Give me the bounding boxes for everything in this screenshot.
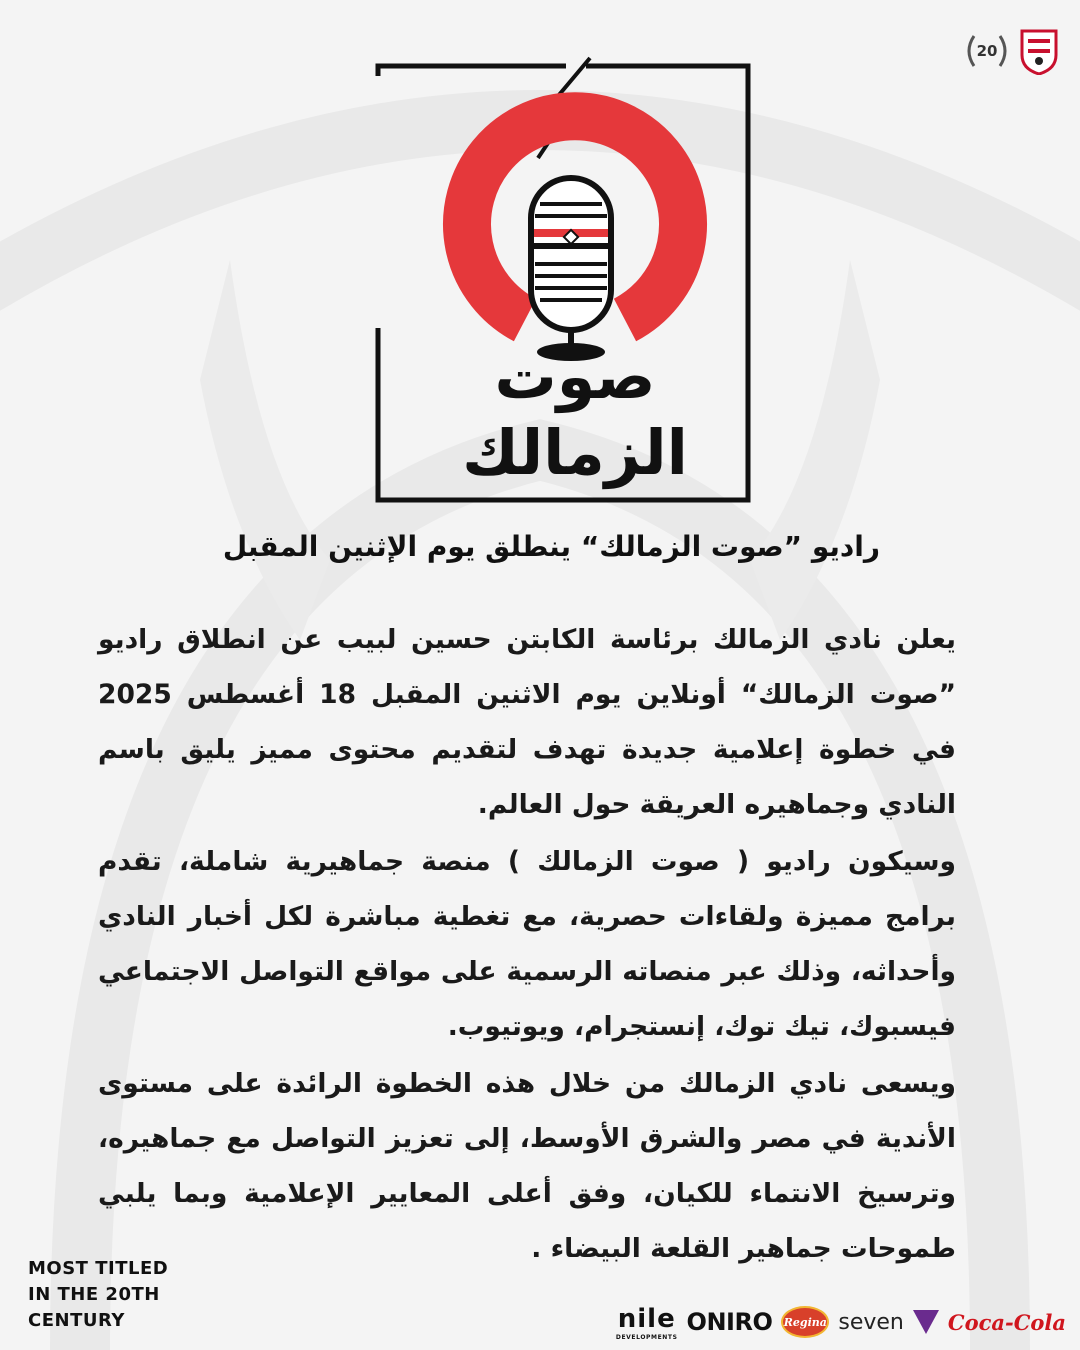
sout-elzamalek-logo (370, 56, 780, 506)
article-body (98, 612, 956, 1278)
sponsor-nile-word: nile (617, 1303, 676, 1334)
slogan-line-1: MOST TITLED (28, 1258, 169, 1279)
article-paragraph-2: وسيكون راديو ( صوت الزمالك ) منصة جماهيرية شاملة، تقدم برامج مميزة ولقاءات حصرية، مع تغطية مباشرة لكل أخبار النادي وأحداثه، وذلك عبر منصاته الرسمية على مواقع التواصل الاجتماعي فيسبوك، تيك توك، إنستجرام، ويوتيوب. (98, 846, 956, 1042)
sponsor-regina-logo: Regina (781, 1306, 829, 1338)
logo-title-line1: صوت (494, 340, 656, 413)
anniversary-number: 20 (976, 42, 998, 60)
sponsor-oniro-logo: ONIRO (686, 1308, 773, 1336)
logo-frame-top (378, 66, 566, 76)
slogan-line-3: CENTURY (28, 1310, 125, 1331)
sponsor-nile-sub: DEVELOPMENTS (615, 1333, 678, 1341)
article-paragraph-1: يعلن نادي الزمالك برئاسة الكابتن حسين لبيب عن انطلاق راديو ”صوت الزمالك“ أونلاين يوم الاثنين المقبل 18 أغسطس 2025 في خطوة إعلامية جديدة تهدف لتقديم محتوى مميز يليق باسم النادي وجماهيره العريقة حول العالم. (98, 624, 956, 820)
sponsor-seven-logo: seven (838, 1309, 904, 1335)
sponsor-triangle-icon (913, 1310, 939, 1334)
article-paragraph-3: ويسعى نادي الزمالك من خلال هذه الخطوة الرائدة على مستوى الأندية في مصر والشرق الأوسط، إلى تعزيز التواصل مع جماهيره، وترسيخ الانتماء للكيان، وفق أعلى المعايير الإعلامية وبما يلبي طموحات جماهير القلعة البيضاء . (98, 1068, 956, 1264)
club-badges (962, 26, 1058, 76)
slogan-line-2: IN THE 20TH (28, 1284, 160, 1305)
sponsor-nile-logo (616, 1304, 678, 1341)
zamalek-crest-icon (1020, 27, 1058, 75)
sponsor-logos (616, 1302, 1066, 1342)
logo-title-line2: الزمالك (462, 416, 688, 489)
club-slogan (28, 1256, 168, 1334)
anniversary-badge (962, 26, 1012, 76)
sponsor-cocacola-logo: Coca-Cola (947, 1309, 1066, 1335)
microphone-icon (531, 178, 611, 361)
article-headline: راديو ”صوت الزمالك“ ينطلق يوم الإثنين المقبل (222, 530, 880, 563)
